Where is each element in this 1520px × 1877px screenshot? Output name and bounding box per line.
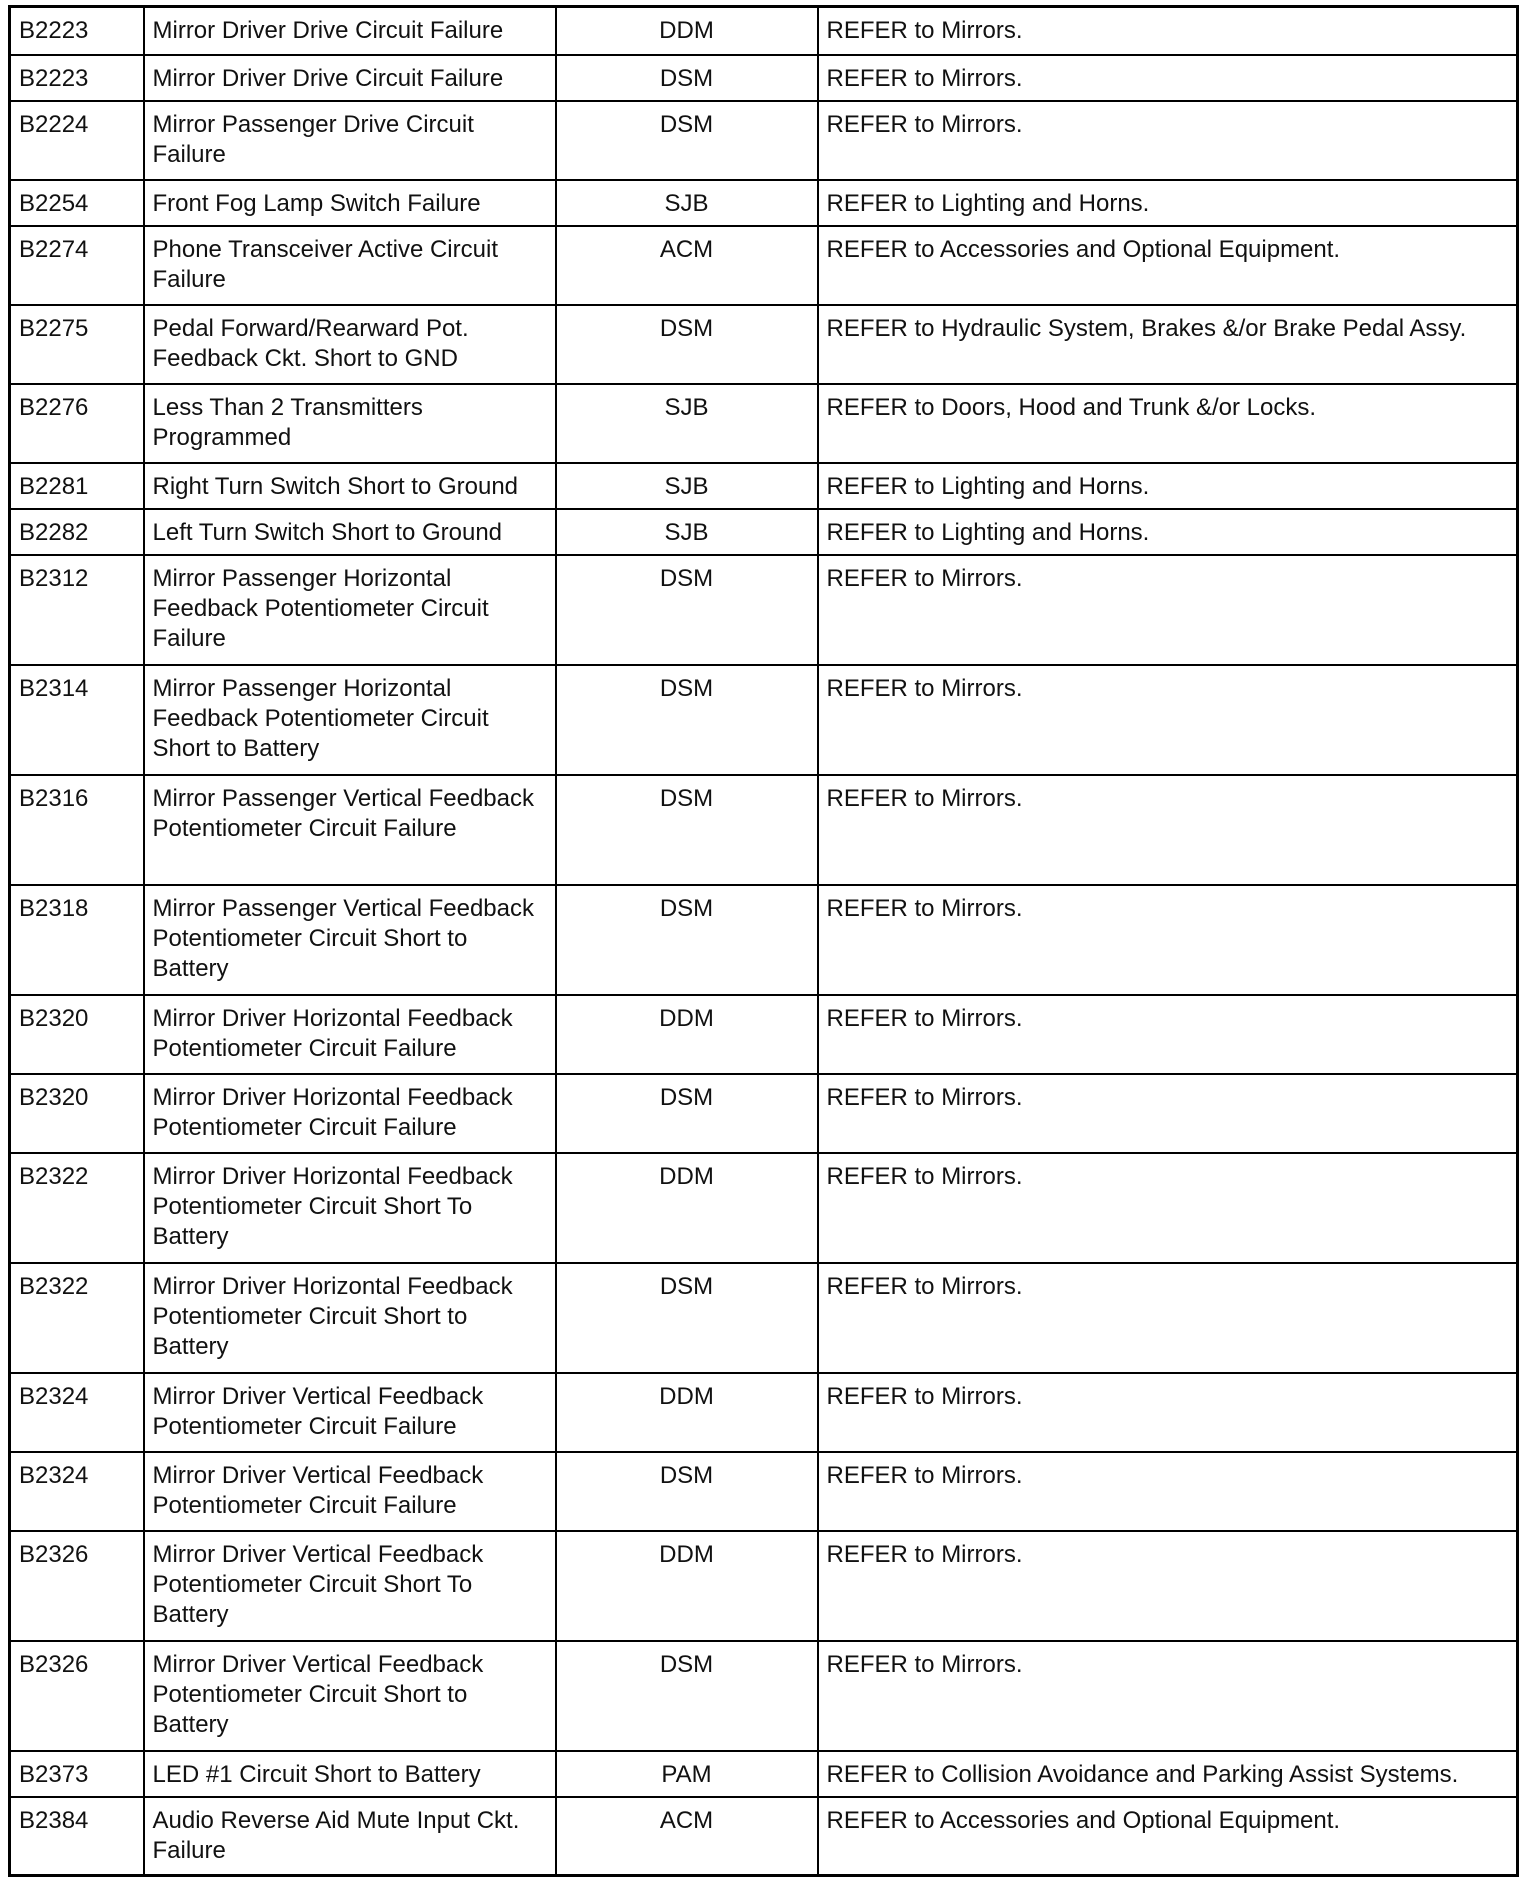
dtc-module: DSM [556,55,818,101]
dtc-description: Pedal Forward/Rearward Pot. Feedback Ckt. Short to GND [144,305,556,384]
dtc-action: REFER to Mirrors. [818,1373,1518,1452]
dtc-code: B2384 [10,1797,144,1876]
dtc-module: SJB [556,384,818,463]
table-row [10,1074,1518,1153]
dtc-description: Mirror Driver Vertical Feedback Potentiometer Circuit Failure [144,1452,556,1531]
table-row [10,1153,1518,1263]
table-row [10,665,1518,775]
table-row [10,226,1518,305]
dtc-action: REFER to Mirrors. [818,995,1518,1074]
dtc-action: REFER to Mirrors. [818,1452,1518,1531]
dtc-action: REFER to Mirrors. [818,101,1518,180]
dtc-action: REFER to Mirrors. [818,1074,1518,1153]
dtc-module: SJB [556,463,818,509]
table-row [10,463,1518,509]
dtc-action: REFER to Hydraulic System, Brakes &/or Brake Pedal Assy. [818,305,1518,384]
dtc-description: Mirror Passenger Horizontal Feedback Potentiometer Circuit Failure [144,555,556,665]
dtc-description: Audio Reverse Aid Mute Input Ckt. Failure [144,1797,556,1876]
table-row [10,1797,1518,1876]
dtc-description: Mirror Driver Vertical Feedback Potentiometer Circuit Short to Battery [144,1641,556,1751]
dtc-module: DSM [556,101,818,180]
dtc-code: B2320 [10,1074,144,1153]
dtc-description: Mirror Driver Horizontal Feedback Potentiometer Circuit Short To Battery [144,1153,556,1263]
dtc-description: Mirror Passenger Vertical Feedback Potentiometer Circuit Failure [144,775,556,885]
dtc-code: B2274 [10,226,144,305]
dtc-module: DSM [556,1263,818,1373]
table-row [10,1452,1518,1531]
dtc-action: REFER to Mirrors. [818,1263,1518,1373]
dtc-module: DDM [556,995,818,1074]
dtc-code: B2324 [10,1373,144,1452]
dtc-code: B2254 [10,180,144,226]
dtc-description: Right Turn Switch Short to Ground [144,463,556,509]
dtc-action: REFER to Mirrors. [818,885,1518,995]
dtc-code: B2275 [10,305,144,384]
dtc-code: B2223 [10,7,144,55]
dtc-code: B2322 [10,1263,144,1373]
dtc-action: REFER to Lighting and Horns. [818,180,1518,226]
dtc-description: Left Turn Switch Short to Ground [144,509,556,555]
dtc-module: DSM [556,775,818,885]
dtc-module: DDM [556,1531,818,1641]
dtc-action: REFER to Mirrors. [818,1641,1518,1751]
dtc-action: REFER to Mirrors. [818,1531,1518,1641]
dtc-module: DSM [556,555,818,665]
dtc-module: DDM [556,7,818,55]
dtc-code: B2224 [10,101,144,180]
table-row [10,1531,1518,1641]
dtc-action: REFER to Mirrors. [818,775,1518,885]
dtc-module: DSM [556,1074,818,1153]
dtc-module: DSM [556,305,818,384]
table-row [10,305,1518,384]
dtc-module: DDM [556,1153,818,1263]
dtc-description: Phone Transceiver Active Circuit Failure [144,226,556,305]
dtc-code: B2282 [10,509,144,555]
table-row [10,775,1518,885]
dtc-description: Mirror Driver Drive Circuit Failure [144,55,556,101]
dtc-code: B2314 [10,665,144,775]
table-row [10,55,1518,101]
dtc-description: Mirror Driver Horizontal Feedback Potentiometer Circuit Short to Battery [144,1263,556,1373]
dtc-code: B2326 [10,1531,144,1641]
dtc-code: B2223 [10,55,144,101]
table-row [10,384,1518,463]
dtc-code: B2320 [10,995,144,1074]
dtc-module: DSM [556,1452,818,1531]
table-row [10,1263,1518,1373]
dtc-description: Mirror Passenger Horizontal Feedback Potentiometer Circuit Short to Battery [144,665,556,775]
dtc-code: B2322 [10,1153,144,1263]
dtc-module: PAM [556,1751,818,1797]
table-row [10,509,1518,555]
dtc-module: SJB [556,180,818,226]
dtc-description: Less Than 2 Transmitters Programmed [144,384,556,463]
dtc-table-body [10,7,1518,1876]
dtc-action: REFER to Accessories and Optional Equipment. [818,226,1518,305]
dtc-action: REFER to Collision Avoidance and Parking Assist Systems. [818,1751,1518,1797]
dtc-action: REFER to Mirrors. [818,55,1518,101]
dtc-code: B2324 [10,1452,144,1531]
dtc-description: LED #1 Circuit Short to Battery [144,1751,556,1797]
dtc-description: Mirror Driver Vertical Feedback Potentiometer Circuit Short To Battery [144,1531,556,1641]
dtc-description: Front Fog Lamp Switch Failure [144,180,556,226]
dtc-description: Mirror Passenger Vertical Feedback Potentiometer Circuit Short to Battery [144,885,556,995]
dtc-code: B2373 [10,1751,144,1797]
table-row [10,180,1518,226]
dtc-code: B2316 [10,775,144,885]
dtc-action: REFER to Accessories and Optional Equipment. [818,1797,1518,1876]
table-row [10,995,1518,1074]
dtc-module: DSM [556,665,818,775]
table-row [10,885,1518,995]
table-row [10,1373,1518,1452]
dtc-action: REFER to Mirrors. [818,1153,1518,1263]
table-row [10,101,1518,180]
dtc-module: SJB [556,509,818,555]
dtc-action: REFER to Lighting and Horns. [818,463,1518,509]
dtc-table [8,5,1519,1877]
table-row [10,1641,1518,1751]
dtc-code: B2312 [10,555,144,665]
table-row [10,1751,1518,1797]
dtc-module: DDM [556,1373,818,1452]
dtc-module: ACM [556,1797,818,1876]
dtc-description: Mirror Driver Vertical Feedback Potentiometer Circuit Failure [144,1373,556,1452]
dtc-code: B2318 [10,885,144,995]
table-row [10,7,1518,55]
dtc-code: B2326 [10,1641,144,1751]
dtc-action: REFER to Mirrors. [818,665,1518,775]
dtc-module: DSM [556,885,818,995]
dtc-action: REFER to Mirrors. [818,7,1518,55]
table-row [10,555,1518,665]
dtc-module: ACM [556,226,818,305]
dtc-code: B2276 [10,384,144,463]
dtc-module: DSM [556,1641,818,1751]
dtc-description: Mirror Passenger Drive Circuit Failure [144,101,556,180]
dtc-description: Mirror Driver Horizontal Feedback Potentiometer Circuit Failure [144,995,556,1074]
dtc-action: REFER to Doors, Hood and Trunk &/or Locks. [818,384,1518,463]
dtc-action: REFER to Lighting and Horns. [818,509,1518,555]
dtc-code: B2281 [10,463,144,509]
dtc-description: Mirror Driver Horizontal Feedback Potentiometer Circuit Failure [144,1074,556,1153]
dtc-description: Mirror Driver Drive Circuit Failure [144,7,556,55]
dtc-action: REFER to Mirrors. [818,555,1518,665]
